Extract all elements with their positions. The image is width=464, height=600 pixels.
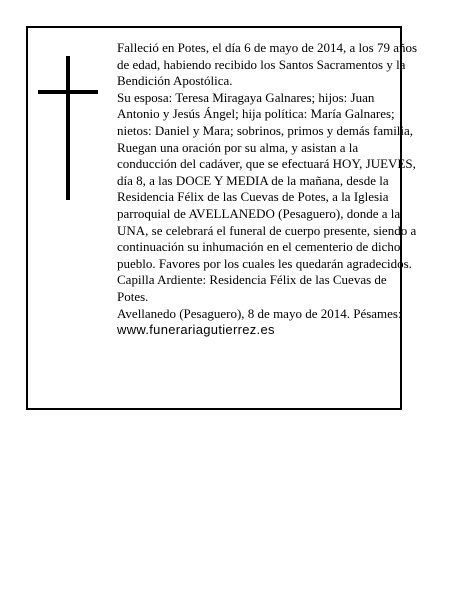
latin-cross-icon — [38, 56, 98, 200]
cross-vertical-bar — [66, 56, 70, 200]
family-list: Su esposa: Teresa Miragaya Galnares; hijos: Juan Antonio y Jesús Ángel; hija política: María Galnares; nietos: Daniel y Mara; sobrinos, primos y demás familia, — [117, 89, 414, 138]
obituary-notice — [26, 26, 418, 410]
place-and-date: Avellanedo (Pesaguero), 8 de mayo de 2014. Pésames: — [117, 305, 402, 321]
notice-text — [117, 40, 419, 339]
funeral-home-website: www.funerariagutierrez.es — [117, 322, 275, 338]
death-announcement: Falleció en Potes, el día 6 de mayo de 2014, a los 79 años de edad, habiendo recibido los Santos Sacramentos y la Bendición Apostólica. — [117, 40, 418, 89]
cross-horizontal-bar — [38, 90, 98, 94]
funeral-details: Ruegan una oración por su alma, y asistan a la conducción del cadáver, que se efectuará HOY, JUEVES, día 8, a las DOCE Y MEDIA de la mañana, desde la Residencia Félix de las Cuevas de Potes, a la Iglesia parroquial de AVELLANEDO (Pesaguero), donde a la UNA, se celebrará el funeral de cuerpo presente, siendo a continuación su inhumación en el cementerio de dicho pueblo. Favores por los cuales les quedarán agradecidos. Capilla Ardiente: Residencia Félix de las Cuevas de Potes. — [117, 139, 417, 304]
